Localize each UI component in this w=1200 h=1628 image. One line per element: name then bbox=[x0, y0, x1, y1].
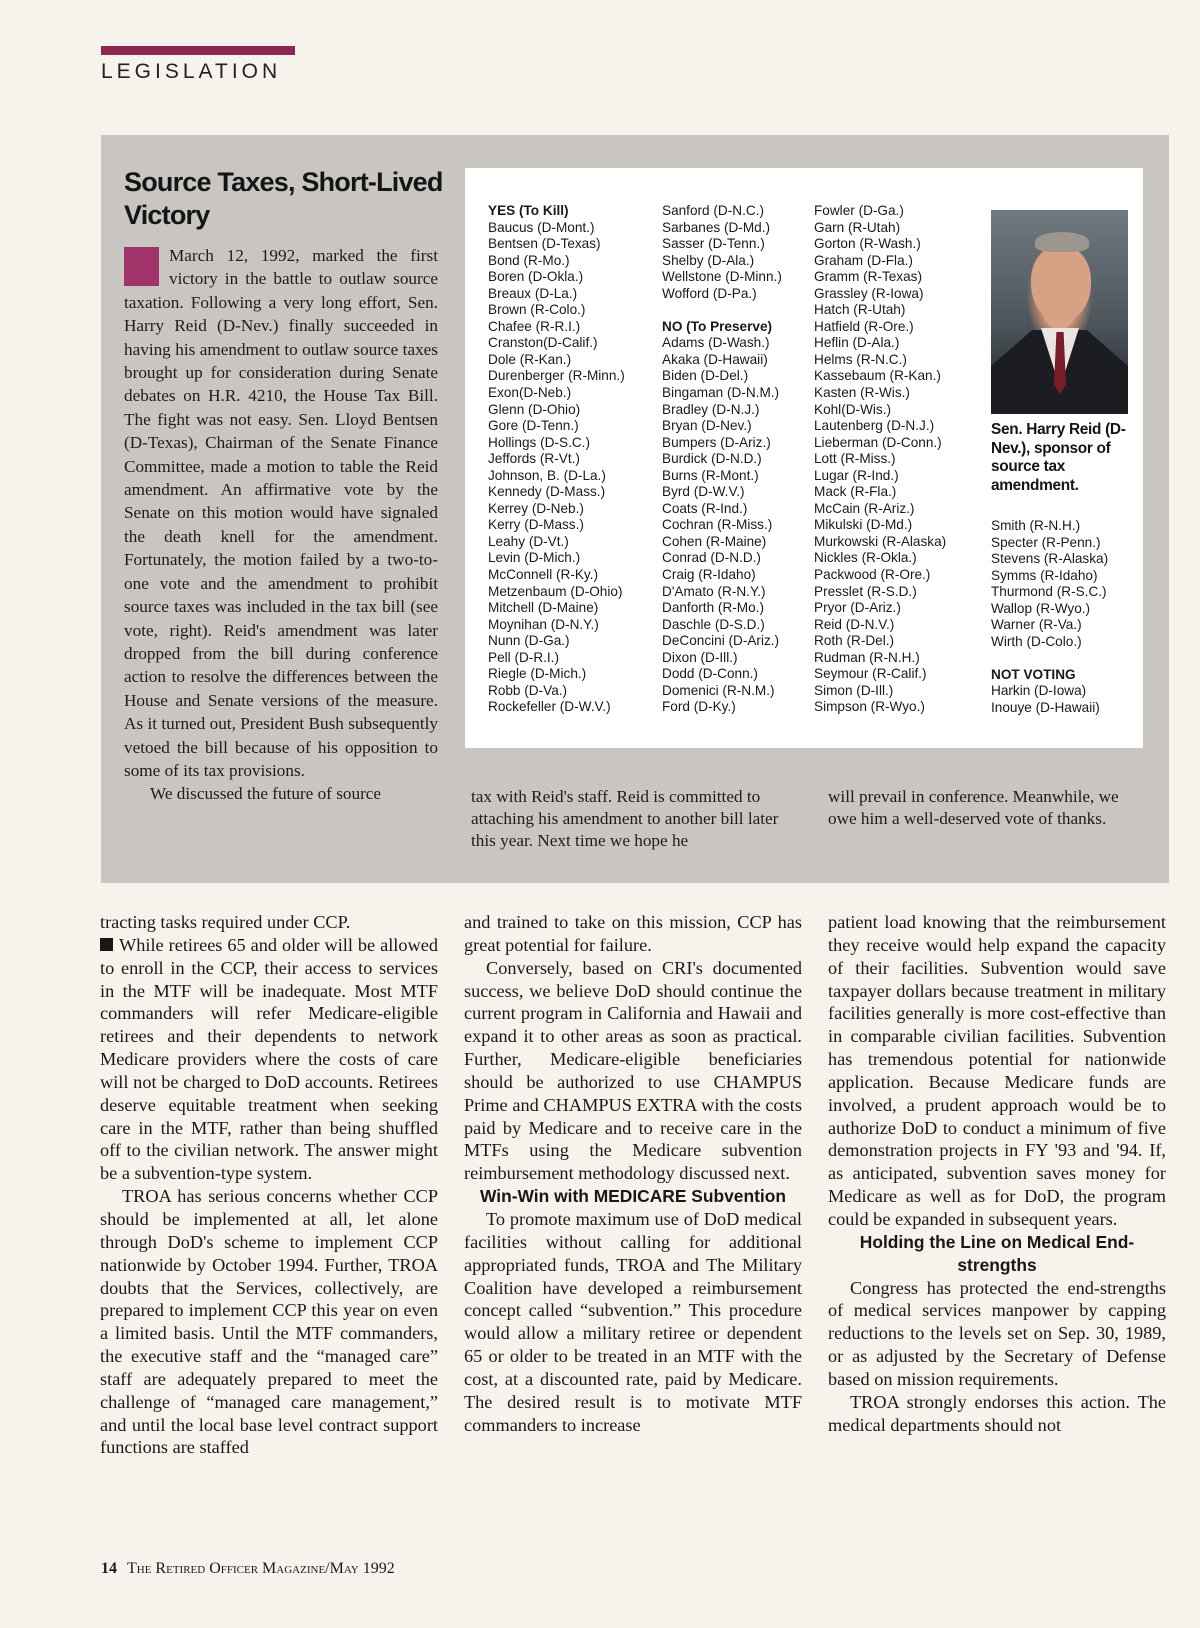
senator-name: Sanford (D-N.C.) bbox=[662, 203, 764, 218]
senator-name: Garn (R-Utah) bbox=[814, 219, 901, 235]
senator-name: Bradley (D-N.J.) bbox=[662, 401, 760, 417]
body-paragraph: Congress has protected the end-strengths of medical services manpower by capping reductions to the levels set on Sep. 30, 1989, or as adjusted by the Secretary of Defense based on mission requirements. bbox=[828, 1277, 1166, 1389]
senator-name: Smith (R-N.H.) bbox=[991, 518, 1081, 533]
yes-list bbox=[488, 220, 625, 716]
senator-name: Warner (R-Va.) bbox=[991, 617, 1082, 633]
senator-name: Harkin (D-Iowa) bbox=[991, 683, 1087, 699]
not-voting-heading: NOT VOTING bbox=[991, 666, 1076, 682]
senator-name: Mikulski (D-Md.) bbox=[814, 517, 913, 533]
senator-name: Gorton (R-Wash.) bbox=[814, 236, 921, 252]
no-list-col4 bbox=[991, 518, 1108, 650]
senator-name: Grassley (R-Iowa) bbox=[814, 285, 924, 301]
senator-name: Wofford (D-Pa.) bbox=[662, 285, 757, 301]
senator-name: Brown (R-Colo.) bbox=[488, 302, 586, 318]
subhead-end-strengths: Holding the Line on Medical End-strengths bbox=[859, 1231, 1135, 1275]
senator-name: Robb (D-Va.) bbox=[488, 682, 568, 698]
senator-name: Glenn (D-Ohio) bbox=[488, 401, 581, 417]
body-paragraph: To promote maximum use of DoD medical facilities without calling for additional appropriated funds, TROA and The Military Coalition have developed a reimbursement concept called “subvention.” This procedure would allow a military retiree or dependent 65 or older to be treated in an MTF with the cost, at a discounted rate, paid by Medicare. The desired result is to motivate MTF commanders to increase bbox=[464, 1208, 802, 1435]
senator-name: Wallop (R-Wyo.) bbox=[991, 600, 1091, 616]
senator-name: Ford (D-Ky.) bbox=[662, 699, 736, 715]
senator-name: Kerrey (D-Neb.) bbox=[488, 500, 584, 516]
senator-name: Inouye (D-Hawaii) bbox=[991, 700, 1100, 716]
senator-name: Kerry (D-Mass.) bbox=[488, 517, 584, 533]
senator-name: Domenici (R-N.M.) bbox=[662, 682, 775, 698]
senator-name: Biden (D-Del.) bbox=[662, 368, 749, 384]
section-rule bbox=[101, 46, 295, 55]
senator-name: Packwood (R-Ore.) bbox=[814, 567, 931, 583]
senator-name: Pell (D-R.I.) bbox=[488, 649, 559, 665]
vote-column-1 bbox=[488, 203, 625, 716]
senator-name: Lugar (R-Ind.) bbox=[814, 467, 899, 483]
sidebar-title: Source Taxes, Short-Lived Victory bbox=[124, 167, 443, 230]
senator-name: Durenberger (R-Minn.) bbox=[488, 368, 625, 384]
senator-name: Murkowski (R-Alaska) bbox=[814, 533, 947, 549]
sidebar-continued-col3: will prevail in conference. Meanwhile, we owe him a well-deserved vote of thanks. bbox=[828, 787, 1119, 828]
page-number: 14 bbox=[101, 1560, 117, 1577]
senator-name: Kennedy (D-Mass.) bbox=[488, 484, 606, 500]
senator-name: Sasser (D-Tenn.) bbox=[662, 236, 765, 252]
senator-photo bbox=[991, 210, 1128, 414]
senator-name: Fowler (D-Ga.) bbox=[814, 203, 904, 218]
senator-name: Lieberman (D-Conn.) bbox=[814, 434, 942, 450]
senator-name: Thurmond (R-S.C.) bbox=[991, 584, 1107, 600]
senator-name: Pryor (D-Ariz.) bbox=[814, 600, 901, 616]
square-bullet-icon bbox=[100, 938, 113, 951]
senator-name: Daschle (D-S.D.) bbox=[662, 616, 765, 632]
senator-name: Coats (R-Ind.) bbox=[662, 500, 748, 516]
sidebar-body bbox=[124, 244, 438, 806]
senator-name: Baucus (D-Mont.) bbox=[488, 219, 595, 235]
senator-name: Burns (R-Mont.) bbox=[662, 467, 759, 483]
senator-name: Gore (D-Tenn.) bbox=[488, 418, 579, 434]
senator-name: Lautenberg (D-N.J.) bbox=[814, 418, 935, 434]
senator-name: Specter (R-Penn.) bbox=[991, 534, 1101, 550]
senator-name: Jeffords (R-Vt.) bbox=[488, 451, 580, 467]
senator-name: Sarbanes (D-Md.) bbox=[662, 219, 771, 235]
senator-name: Simpson (R-Wyo.) bbox=[814, 699, 925, 715]
senator-name: Graham (D-Fla.) bbox=[814, 252, 913, 268]
senator-name: Reid (D-N.V.) bbox=[814, 616, 895, 632]
senator-name: Leahy (D-Vt.) bbox=[488, 533, 569, 549]
senator-name: Mitchell (D-Maine) bbox=[488, 600, 599, 616]
body-paragraph: tracting tasks required under CCP. bbox=[100, 912, 351, 932]
senator-name: McCain (R-Ariz.) bbox=[814, 500, 915, 516]
senator-name: Craig (R-Idaho) bbox=[662, 567, 756, 583]
body-paragraph: TROA strongly endorses this action. The medical departments should not bbox=[828, 1391, 1166, 1435]
senator-name: Cohen (R-Maine) bbox=[662, 533, 767, 549]
senator-name: Johnson, B. (D-La.) bbox=[488, 467, 606, 483]
senator-name: Roth (R-Del.) bbox=[814, 633, 895, 649]
body-paragraph: Conversely, based on CRI's documented success, we believe DoD should continue the current program in California and Hawaii and expand it to other areas as soon as practical. Further, Medicare-eligible beneficiaries should be authorized to use CHAMPUS Prime and CHAMPUS EXTRA with the costs paid by Medicare and to receive care in the MTFs using the Medicare subvention reimbursement methodology discussed next. bbox=[464, 957, 802, 1184]
sidebar-paragraph-2: We discussed the future of source bbox=[150, 784, 382, 804]
page-footer bbox=[101, 1560, 395, 1578]
senator-name: Metzenbaum (D-Ohio) bbox=[488, 583, 623, 599]
senator-name: Wirth (D-Colo.) bbox=[991, 633, 1082, 649]
senator-name: Hatfield (R-Ore.) bbox=[814, 318, 914, 334]
publication-line: The Retired Officer Magazine/May 1992 bbox=[127, 1560, 395, 1577]
subhead-subvention: Win-Win with MEDICARE Subvention bbox=[480, 1186, 786, 1207]
no-list-col2 bbox=[662, 335, 782, 716]
senator-name: Dixon (D-Ill.) bbox=[662, 649, 738, 665]
no-list-col3 bbox=[814, 203, 946, 716]
senator-name: Dole (R-Kan.) bbox=[488, 351, 572, 367]
body-column-1 bbox=[100, 911, 438, 1459]
sidebar-paragraph-1: March 12, 1992, marked the first victory in the battle to outlaw source taxation. Following a very long effort, Sen. Harry Reid (D-Nev.) finally succeeded in having his amendment to outlaw source taxes brought up for consideration during Senate debates on H.R. 4210, the House Tax Bill. The fight was not easy. Sen. Lloyd Bentsen (D-Texas), Chairman of the Senate Finance Committee, made a motion to table the Reid amendment. An affirmative vote by the Senate on this motion would have signaled the death knell for the amendment. Fortunately, the motion failed by a two-to-one vote and the amendment to prohibit source taxes was included in the tax bill (see vote, right). Reid's amendment was later dropped from the bill during conference action to resolve the differences between the House and Senate versions of the measure. As it turned out, President Bush subsequently vetoed the bill because of his opposition to some of its tax provisions. bbox=[124, 246, 438, 780]
yes-heading: YES (To Kill) bbox=[488, 203, 569, 218]
senator-name: Cochran (R-Miss.) bbox=[662, 517, 773, 533]
senator-name: Danforth (R-Mo.) bbox=[662, 600, 764, 616]
senator-name: Levin (D-Mich.) bbox=[488, 550, 581, 566]
senator-name: Lott (R-Miss.) bbox=[814, 451, 896, 467]
senator-name: Rockefeller (D-W.V.) bbox=[488, 699, 611, 715]
senator-name: Conrad (D-N.D.) bbox=[662, 550, 761, 566]
senator-name: Nunn (D-Ga.) bbox=[488, 633, 570, 649]
senator-name: Kohl(D-Wis.) bbox=[814, 401, 892, 417]
senator-name: Heflin (D-Ala.) bbox=[814, 335, 900, 351]
sidebar-continued-col2: tax with Reid's staff. Reid is committed to attaching his amendment to another bill later this year. Next time we hope he bbox=[471, 787, 779, 850]
senator-name: Dodd (D-Conn.) bbox=[662, 666, 758, 682]
drop-cap-marker bbox=[124, 247, 159, 286]
senator-name: Wellstone (D-Minn.) bbox=[662, 269, 782, 285]
senator-name: Riegle (D-Mich.) bbox=[488, 666, 587, 682]
no-heading: NO (To Preserve) bbox=[662, 318, 773, 334]
vote-column-2 bbox=[662, 203, 782, 716]
senator-name: Nickles (R-Okla.) bbox=[814, 550, 917, 566]
senator-name: Helms (R-N.C.) bbox=[814, 351, 907, 367]
senator-name: Exon(D-Neb.) bbox=[488, 385, 572, 401]
vote-column-4 bbox=[991, 518, 1108, 717]
senator-name: Bryan (D-Nev.) bbox=[662, 418, 752, 434]
senator-name: Burdick (D-N.D.) bbox=[662, 451, 762, 467]
senator-name: Presslet (R-S.D.) bbox=[814, 583, 917, 599]
not-voting-list bbox=[991, 683, 1108, 716]
senator-name: Cranston(D-Calif.) bbox=[488, 335, 598, 351]
senator-name: Boren (D-Okla.) bbox=[488, 269, 584, 285]
senator-name: Symms (R-Idaho) bbox=[991, 567, 1098, 583]
body-paragraph-bullet: While retirees 65 and older will be allowed to enroll in the CCP, their access to services in the MTF will be inadequate. Most MTF commanders will refer Medicare-eligible retirees and their dependents to network Medicare providers where the costs of care will not be charged to DoD accounts. Retirees deserve equitable treatment when seeking care in the MTF, rather than being shuffled off to the civilian network. The answer might be a subvention-type system. bbox=[100, 934, 438, 1184]
senator-name: Hatch (R-Utah) bbox=[814, 302, 906, 318]
yes-list-continued bbox=[662, 203, 782, 302]
senator-name: Stevens (R-Alaska) bbox=[991, 551, 1109, 567]
senator-name: Adams (D-Wash.) bbox=[662, 335, 770, 351]
senator-name: Seymour (R-Calif.) bbox=[814, 666, 927, 682]
senator-name: Shelby (D-Ala.) bbox=[662, 252, 755, 268]
senator-name: Bumpers (D-Ariz.) bbox=[662, 434, 771, 450]
senator-name: Bond (R-Mo.) bbox=[488, 252, 570, 268]
senator-name: Bentsen (D-Texas) bbox=[488, 236, 601, 252]
senator-name: Hollings (D-S.C.) bbox=[488, 434, 590, 450]
body-paragraph: TROA has serious concerns whether CCP should be implemented at all, let alone through DoD's scheme to implement CCP nationwide by October 1994. Further, TROA doubts that the Services, collectively, are prepared to implement CCP this year on even a limited basis. Until the MTF commanders, the executive staff and the “managed care” staff are adequately prepared to meet the challenge of “managed care management,” and until the local base level contract support functions are staffed bbox=[100, 1186, 438, 1458]
senator-name: Simon (D-Ill.) bbox=[814, 682, 894, 698]
body-paragraph: patient load knowing that the reimbursement they receive would help expand the capacity of their facilities. Subvention would save taxpayer dollars because treatment in military facilities generally is more cost-effective than in comparable civilian facilities. Subvention has tremendous potential for nationwide application. Because Medicare funds are involved, a prudent approach would be to authorize DoD to conduct a minimum of five demonstration projects in FY '93 and '94. If, as anticipated, subvention saves money for Medicare as well as for DoD, the program could be expanded in subsequent years. bbox=[828, 912, 1166, 1229]
senator-name: Mack (R-Fla.) bbox=[814, 484, 897, 500]
senator-name: Gramm (R-Texas) bbox=[814, 269, 922, 285]
senator-name: McConnell (R-Ky.) bbox=[488, 567, 599, 583]
senator-name: Kasten (R-Wis.) bbox=[814, 385, 910, 401]
vote-column-3 bbox=[814, 203, 946, 716]
body-paragraph: and trained to take on this mission, CCP has great potential for failure. bbox=[464, 912, 802, 955]
senator-name: Breaux (D-La.) bbox=[488, 285, 578, 301]
senator-name: Chafee (R-R.I.) bbox=[488, 318, 581, 334]
senator-name: Rudman (R-N.H.) bbox=[814, 649, 920, 665]
photo-caption: Sen. Harry Reid (D-Nev.), sponsor of source tax amendment. bbox=[991, 421, 1126, 494]
body-column-3 bbox=[828, 911, 1166, 1436]
senator-name: DeConcini (D-Ariz.) bbox=[662, 633, 780, 649]
senator-name: D'Amato (R-N.Y.) bbox=[662, 583, 766, 599]
senator-name: Akaka (D-Hawaii) bbox=[662, 351, 768, 367]
senator-name: Moynihan (D-N.Y.) bbox=[488, 616, 599, 632]
senator-name: Byrd (D-W.V.) bbox=[662, 484, 745, 500]
section-label: LEGISLATION bbox=[101, 60, 282, 83]
senator-name: Bingaman (D-N.M.) bbox=[662, 385, 780, 401]
body-column-2 bbox=[464, 911, 802, 1436]
senator-name: Kassebaum (R-Kan.) bbox=[814, 368, 941, 384]
